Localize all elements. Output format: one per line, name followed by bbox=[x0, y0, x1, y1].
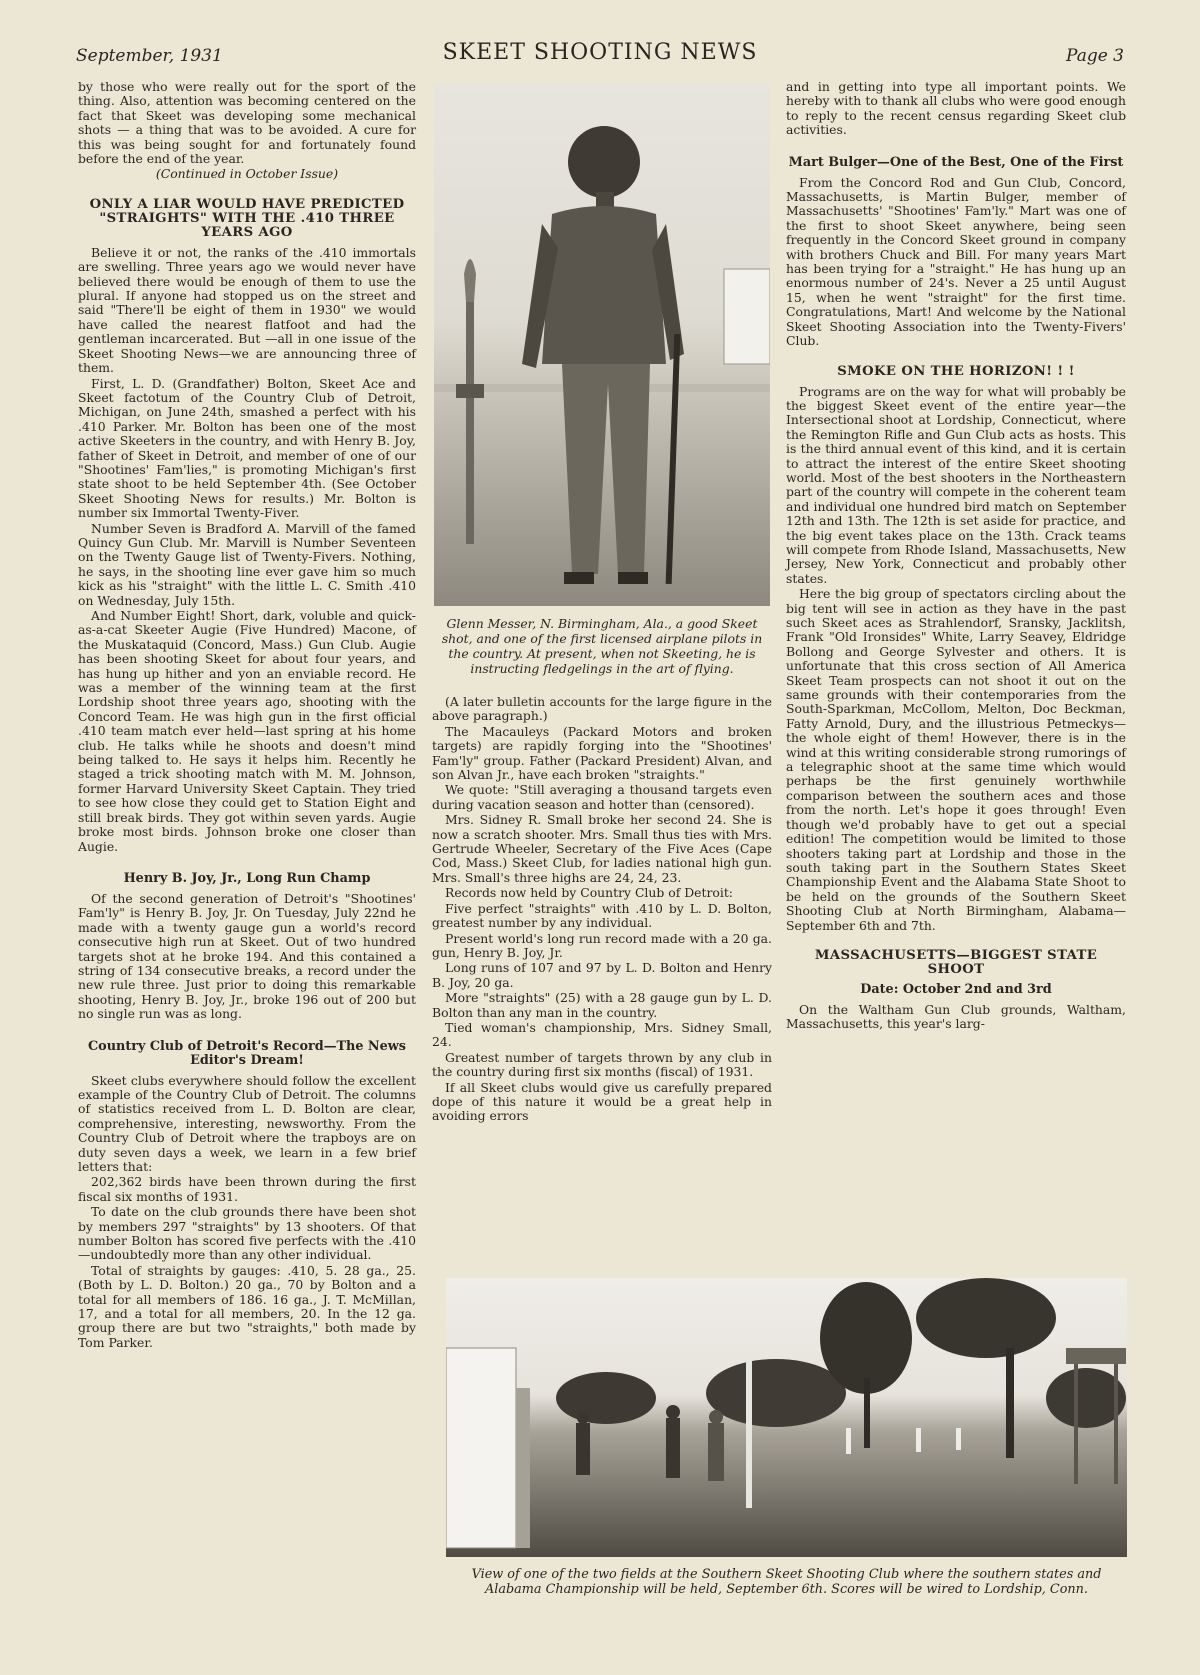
article-paragraph: From the Concord Rod and Gun Club, Concord, Massachusetts, is Martin Bulger, member of Massachusetts' "Shootines' Fam'ly." Mart was one of the first to shoot Skeet anywhere, being seen frequently in the Concord Skeet ground in company with brothers Chuck and Bill. For many years Mart has been trying for a "straight." He has hung up an enormous number of 24's. Never a 25 until August 15, when he went "straight" for the first time. Congratulations, Mart! And welcome by the National Skeet Shooting Association into the Twenty-Fivers' Club. bbox=[786, 174, 1126, 349]
article-paragraph: The Macauleys (Packard Motors and broken targets) are rapidly forging into the "Shootines' Fam'ly" group. Father (Packard President) Alvan, and son Alvan Jr., have each broken "straights." bbox=[432, 723, 772, 783]
field-caption: View of one of the two fields at the Southern Skeet Shooting Club where the southern states and Alabama Championship will be held, September 6th. Scores will be wired to Lordship, Conn. bbox=[471, 1567, 1102, 1597]
article-paragraph: Five perfect "straights" with .410 by L. D. Bolton, greatest number by any individual. bbox=[432, 900, 772, 931]
article-paragraph: Number Seven is Bradford A. Marvill of the famed Quincy Gun Club. Mr. Marvill is Number Seventeen on the Twenty Gauge list of Twenty-Fivers. Nothing, he says, in the shooting line ever gave him so much kick as his "straight" with the little L. C. Smith .410 on Wednesday, July 15th. bbox=[78, 520, 416, 608]
article-paragraph: If all Skeet clubs would give us carefully prepared dope of this nature it would be a great help in avoiding errors bbox=[432, 1079, 772, 1124]
article-paragraph: Of the second generation of Detroit's "Shootines' Fam'ly" is Henry B. Joy, Jr. On Tuesday, July 22nd he made with a twenty gauge gun a world's record consecutive high run at Skeet. Out of two hundred targets shot at he broke 194. And this contained a string of 134 consecutive breaks, a record under the new rule three. Just prior to doing this remarkable shooting, Henry B. Joy, Jr., broke 196 out of 200 but no single run was as long. bbox=[78, 890, 416, 1022]
headline-smoke-on-horizon-text: SMOKE ON THE HORIZON! ! ! bbox=[837, 363, 1075, 379]
article-paragraph: Programs are on the way for what will probably be the biggest Skeet event of the entire year—the Intersectional shoot at Lordship, Connecticut, where the Remington Rifle and Gun Club acts as hosts. This is the third annual event of this kind, and it is certain to attract the interest of the entire Skeet shooting world. Most of the best shooters in the Northeastern part of the country will compete in the coherent team and individual one hundred bird match on September 12th and 13th. The 12th is set aside for practice, and the big event takes place on the 13th. Crack teams will compete from Rhode Island, Massachusetts, New Jersey, New York, Connecticut and probably other states. bbox=[786, 383, 1126, 586]
article-paragraph: Skeet clubs everywhere should follow the excellent example of the Country Club of Detroit. The columns of statistics received from L. D. Bolton are clear, comprehensive, interesting, newsworthy. From the Country Club of Detroit where the trapboys are on duty seven days a week, we learn in a few brief letters that: bbox=[78, 1072, 416, 1174]
portrait-photo bbox=[434, 84, 770, 606]
article-paragraph: Long runs of 107 and 97 by L. D. Bolton and Henry B. Joy, 20 ga. bbox=[432, 960, 772, 990]
article-paragraph: First, L. D. (Grandfather) Bolton, Skeet Ace and Skeet factotum of the Country Club of Detroit, Michigan, on June 24th, smashed a perfect with his .410 Parker. Mr. Bolton has been one of the most active Skeeters in the country, and with Henry B. Joy, father of Skeet in Detroit, and member of one of our "Shootines' Fam'lies," is promoting Michigan's first state shoot to be held September 4th. (See October Skeet Shooting News for results.) Mr. Bolton is number six Immortal Twenty-Fiver. bbox=[78, 375, 416, 521]
article-paragraph: To date on the club grounds there have been shot by members 297 "straights" by 13 shooters. Of that number Bolton has scored five perfects with the .410—undoubtedly more than any other individual. bbox=[78, 1204, 416, 1263]
article-paragraph: Total of straights by gauges: .410, 5. 28 ga., 25. (Both by L. D. Bolton.) 20 ga., 70 by Bolton and a total for all members of 186. 16 ga., J. T. McMillan, 17, and a total for all members, 20. In the 12 ga. group there are but two "straights," both made by Tom Parker. bbox=[78, 1262, 416, 1350]
article-paragraph: and in getting into type all important points. We hereby with to thank all clubs who were good enough to reply to the recent census regarding Skeet club activities. bbox=[786, 79, 1126, 138]
headline-mart-bulger: Mart Bulger—One of the Best, One of the First bbox=[788, 154, 1124, 170]
headline-long-run-champ: Henry B. Joy, Jr., Long Run Champ bbox=[123, 870, 371, 886]
article-paragraph: Tied woman's championship, Mrs. Sidney Small, 24. bbox=[432, 1019, 772, 1050]
page-number: Page 3 bbox=[1066, 46, 1124, 66]
publication-title: SKEET SHOOTING NEWS bbox=[442, 40, 758, 65]
article-paragraph: And Number Eight! Short, dark, voluble and quick-as-a-cat Skeeter Augie (Five Hundred) Macone, of the Muskataquid (Concord, Mass.) Gun Club. Augie has been shooting Skeet for about four years, and has hung up hither and yon an enviable record. He was a member of the winning team at the first Lordship shoot three years ago, shooting with the Concord Team. He was high gun in the first official .410 team match ever held—last spring at his home club. He talks while he shoots and doesn't mind being talked to. He says it helps him. Recently he staged a trick shooting match with M. M. Johnson, former Harvard University Skeet Captain. They tried to see how close they could get to Station Eight and still break birds. They got within seven yards. Augie broke most birds. Johnson broke one closer than Augie. bbox=[78, 608, 416, 854]
column-right bbox=[786, 80, 1126, 1033]
article-paragraph: Records now held by Country Club of Detroit: bbox=[445, 885, 733, 901]
article-paragraph: Here the big group of spectators circling about the big tent will see in action as they have in the past such Skeet aces as Strahlendorf, Sransky, Jacklitsh, Frank "Old Ironsides" White, Larry Seavey, Eldridge Bollong and George Sylvester and others. It is unfortunate that this cross section of All America Skeet Team prospects can not shoot it out on the same grounds with their contemporaries from the South-Sparkman, McCollom, Melton, Doc Beckman, Fatty Arnold, Dury, and the illustrious Petmeckys—the whole eight of them! However, there is in the wind at this writing considerable strong rumorings of a telegraphic shoot at the same time which would perhaps be the first genuinely worthwhile comparison between the southern aces and those from the north. Let's hope it goes through! Even though we'd probably have to get out a special edition! The competition would be limited to those shooters taking part at Lordship and those in the south taking part in the Southern States Skeet Championship Event and the Alabama State Shoot to be held on the grounds of the Southern Skeet Shooting Club at North Birmingham, Alabama—September 6th and 7th. bbox=[786, 586, 1126, 933]
article-paragraph: More "straights" (25) with a 28 gauge gun by L. D. Bolton than any man in the country. bbox=[432, 990, 772, 1020]
issue-date: September, 1931 bbox=[76, 46, 223, 66]
headline-410-straights: ONLY A LIAR WOULD HAVE PREDICTED "STRAIGHTS" WITH THE .410 THREE YEARS AGO bbox=[89, 196, 405, 240]
article-paragraph: Believe it or not, the ranks of the .410 immortals are swelling. Three years ago we would never have believed there would be enough of them to use the plural. If anyone had stopped us on the street and said "There'll be eight of them in 1930" we would have called the nearest flatfoot and had the gentleman incarcerated. But —all in one issue of the Skeet Shooting News—we are announcing three of them. bbox=[78, 244, 416, 376]
article-paragraph: 202,362 birds have been thrown during the first fiscal six months of 1931. bbox=[78, 1174, 416, 1204]
article-paragraph: by those who were really out for the sport of the thing. Also, attention was becoming centered on the fact that Skeet was developing some mechanical shots — a thing that was to be avoided. A cure for this was being sought for and fortunately found before the end of the year. bbox=[78, 79, 416, 167]
column-middle bbox=[432, 695, 772, 1125]
column-left bbox=[78, 80, 416, 1351]
shoot-date-line: Date: October 2nd and 3rd bbox=[860, 981, 1052, 997]
portrait-photo-illustration bbox=[434, 84, 770, 606]
article-paragraph: Mrs. Sidney R. Small broke her second 24. She is now a scratch shooter. Mrs. Small thus ties with Mrs. Gertrude Wheeler, Secretary of the Five Aces (Cape Cod, Mass.) Skeet Club, for ladies national high gun. Mrs. Small's three highs are 24, 24, 23. bbox=[432, 812, 772, 885]
article-paragraph: Greatest number of targets thrown by any club in the country during first six months (fiscal) of 1931. bbox=[432, 1049, 772, 1080]
continued-note: (Continued in October Issue) bbox=[155, 166, 339, 182]
skeet-field-photo bbox=[446, 1278, 1127, 1557]
page-header bbox=[76, 40, 1124, 72]
headline-massachusetts-shoot: MASSACHUSETTS—BIGGEST STATE SHOOT bbox=[814, 947, 1098, 977]
article-paragraph: We quote: "Still averaging a thousand targets even during vacation season and hotter than (censored). bbox=[432, 782, 772, 812]
article-paragraph: Present world's long run record made with a 20 ga. gun, Henry B. Joy, Jr. bbox=[432, 930, 772, 960]
portrait-caption: Glenn Messer, N. Birmingham, Ala., a good Skeet shot, and one of the first licensed airplane pilots in the country. At present, when not Skeeting, he is instructing fledgelings in the art of flying. bbox=[441, 616, 763, 676]
skeet-field-illustration bbox=[446, 1278, 1127, 1557]
headline-country-club-record: Country Club of Detroit's Record—The News Editor's Dream! bbox=[88, 1038, 406, 1068]
article-paragraph: (A later bulletin accounts for the large figure in the above paragraph.) bbox=[432, 694, 772, 724]
article-paragraph: On the Waltham Gun Club grounds, Waltham, Massachusetts, this year's larg- bbox=[786, 1001, 1126, 1032]
headline-smoke-on-horizon bbox=[786, 365, 1126, 379]
